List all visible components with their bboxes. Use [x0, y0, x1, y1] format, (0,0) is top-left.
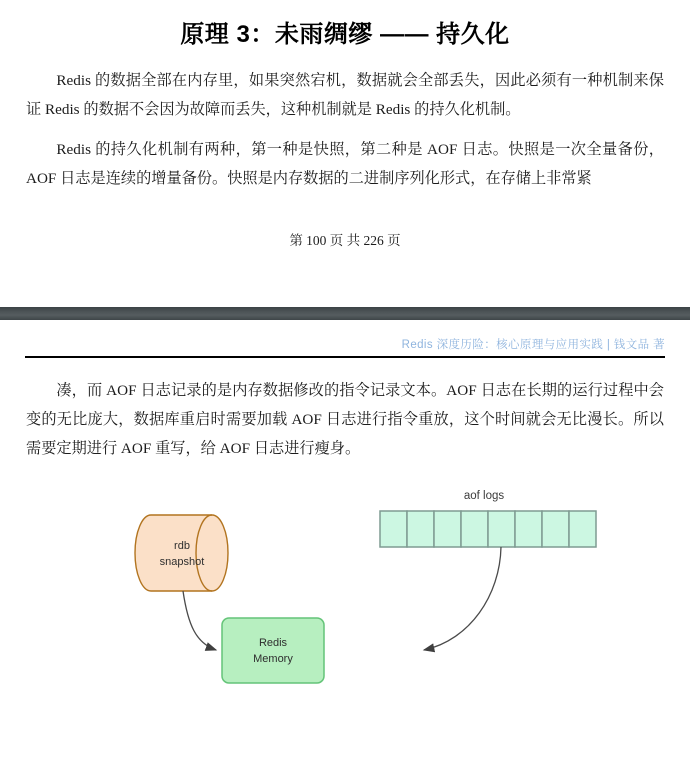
memory-label-line-two: Memory [253, 653, 293, 665]
arrow-rdb-to-memory [183, 591, 216, 650]
paragraph-aof-rewrite: 凑，而 AOF 日志记录的是内存数据修改的指令记录文本。AOF 日志在长期的运行过程中会变的无比庞大，数据库重启时需要加载 AOF 日志进行指令重放，这个时间就会无比漫长。所以需要定期进行 AOF 重写，给 AOF 日志进行瘦身。 [26, 382, 664, 457]
paragraph-intro: Redis 的数据全部在内存里，如果突然宕机，数据就会全部丢失，因此必须有一种机制来保证 Redis 的数据不会因为故障而丢失，这种机制就是 Redis 的持久化机制。 [26, 72, 664, 118]
aof-cell [488, 511, 515, 547]
arrow-aof-to-memory [424, 547, 501, 650]
paragraph-persistence-types: Redis 的持久化机制有两种，第一种是快照，第二种是 AOF 日志。快照是一次全量备份，AOF 日志是连续的增量备份。快照是内存数据的二进制序列化形式，在存储上非常紧 [26, 141, 664, 187]
page-footer-pagination: 第 100 页 共 226 页 [289, 233, 401, 248]
aof-logs-cell-row [380, 511, 596, 547]
document-page-two [0, 320, 690, 770]
persistence-diagram [0, 475, 690, 720]
memory-label-line-one: Redis [258, 637, 288, 649]
rdb-snapshot-cylinder [135, 515, 228, 591]
cylinder-label-line-two: snapshot [159, 556, 205, 568]
aof-cell [434, 511, 461, 547]
running-header-rule [25, 356, 665, 358]
aof-cell [407, 511, 434, 547]
cylinder-label-line-one: rdb [174, 540, 190, 552]
document-page-one [0, 0, 690, 307]
aof-cell [542, 511, 569, 547]
redis-memory-box [222, 618, 324, 683]
page-separator-band [0, 307, 690, 320]
aof-cell [515, 511, 542, 547]
aof-cell [380, 511, 407, 547]
running-header-title: Redis 深度历险：核心原理与应用实践 | 钱文品 著 [401, 339, 665, 351]
running-header [0, 320, 690, 358]
aof-cell [569, 511, 596, 547]
aof-cell [461, 511, 488, 547]
page-title: 原理 3：未雨绸缪 —— 持久化 [180, 21, 510, 48]
aof-logs-label: aof logs [463, 490, 505, 502]
